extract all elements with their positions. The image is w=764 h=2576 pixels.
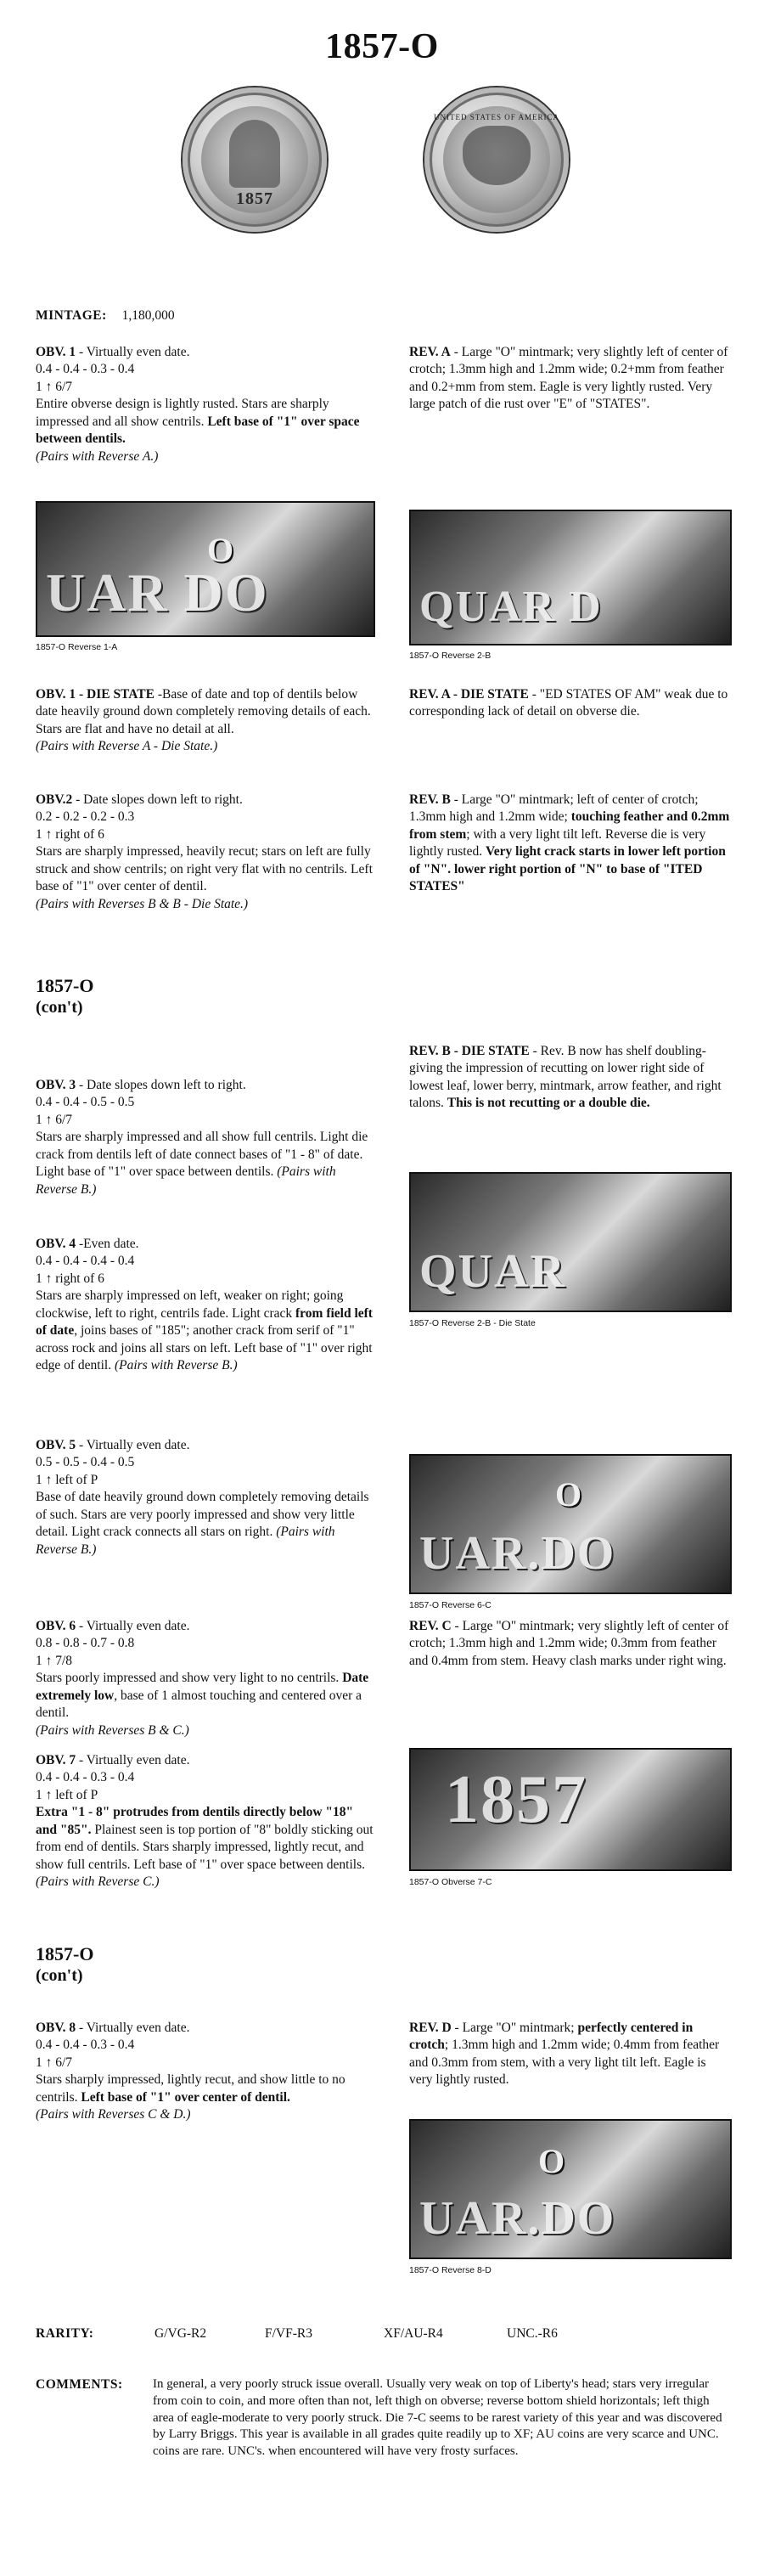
rarity-g-vg: G/VG-R2 [154,2326,207,2341]
obv1ds-heading: OBV. 1 - DIE STATE [36,687,154,702]
revB-heading: REV. B [409,792,451,807]
photo-obverse-7-c [409,1748,732,1871]
obv6-pairs: (Pairs with Reverses B & C.) [36,1722,189,1738]
obv2-pairs: (Pairs with Reverses B & B - Die State.) [36,896,249,911]
section-2-subtitle: (con't) [36,998,83,1017]
obverse-8-description [36,2020,375,2124]
obv6-position: 1 ↑ 7/8 [36,1653,73,1668]
obv7-heading-rest: - Virtually even date. [76,1753,190,1767]
reverse-a-description [409,344,732,414]
obverse-coin-date: 1857 [236,189,273,208]
obv4-pairs: (Pairs with Reverse B.) [114,1358,238,1373]
obv7-body: Plainest seen is top portion of "8" boldly sticking out from end of dentils. Stars sharply impressed, lightly recut, and show full centrils. Left base of "1" over space between dentils. [36,1822,374,1872]
obverse-coin-image [183,87,327,232]
obv3-pairs: (Pairs with Reverse B.) [36,1164,336,1197]
caption-reverse-1-a: 1857-O Reverse 1-A [36,642,118,652]
rarity-label: RARITY: [36,2326,94,2341]
photo-reverse-8-d: O UAR.DO [409,2119,732,2259]
obv4-heading-rest: -Even date. [76,1237,139,1251]
obv4-body2: , joins bases of "185"; another crack from serif of "1" across rock and joins all stars on left. Left base of "1" over right edge of dentil. [36,1323,373,1373]
caption-reverse-2-b-die-state: 1857-O Reverse 2-B - Die State [409,1318,536,1328]
obv1ds-pairs: (Pairs with Reverse A - Die State.) [36,739,218,754]
comments-text: In general, a very poorly struck issue overall. Usually very weak on top of Liberty's head; stars very irregular from coin to coin, and more often than not, left thigh on obverse; reverse bottom shield horizontals; left thigh area of eagle-moderate to very poorly struck. Die 7-C seems to be rarest variety of this year and was discovered by Larry Briggs. This year is available in all grades quite readily up to XF; AU coins are very scarce and UNC. coins are rare. UNC's. when encountered will have very frosty surfaces. [153,2377,722,2459]
obv5-body: Base of date heavily ground down completely removing details of such. Stars are very poorly impressed and show very little detail. Light crack connects all stars on right. [36,1490,369,1540]
photo-reverse-6-c-legend: UAR.DO [419,1527,616,1581]
obv2-measurements: 0.2 - 0.2 - 0.2 - 0.3 [36,809,135,825]
obv3-body: Stars are sharply impressed and all show full centrils. Light die crack from dentils left of date connect bases of "1 - 8" of date. Light base of "1" over space between dentils. [36,1130,368,1180]
obv7-body-bold: Extra "1 - 8" protrudes from dentils directly below "18" and "85". [36,1805,354,1837]
caption-reverse-6-c: 1857-O Reverse 6-C [409,1600,492,1610]
obv3-measurements: 0.4 - 0.4 - 0.5 - 0.5 [36,1095,135,1110]
revAds-body: - "ED STATES OF AM" weak due to corresponding lack of detail on obverse die. [409,687,728,719]
revBds-body-bold: This is not recutting or a double die. [447,1096,650,1111]
obv5-heading-rest: - Virtually even date. [76,1438,190,1452]
obv6-body: Stars poorly impressed and show very light to no centrils. [36,1671,343,1686]
obv8-body-bold: Left base of "1" over center of dentil. [81,2089,290,2105]
caption-reverse-2-b: 1857-O Reverse 2-B [409,651,492,661]
obv1-heading-rest: - Virtually even date. [76,345,190,359]
revA-heading: REV. A [409,345,451,359]
revB-body2: ; with a very light tilt left. Reverse die is very lightly rusted. [409,826,706,860]
obv8-position: 1 ↑ 6/7 [36,2055,73,2070]
obv8-body: Stars sharply impressed, lightly recut, and show little to no centrils. [36,2072,345,2105]
page-title: 1857-O [325,27,439,66]
obv5-measurements: 0.5 - 0.5 - 0.4 - 0.5 [36,1455,135,1470]
revBds-heading: REV. B - DIE STATE [409,1044,530,1058]
reverse-b-description [409,792,732,896]
obv6-body2: , base of 1 almost touching and centered over a dentil. [36,1688,362,1721]
reverse-d-description [409,2020,732,2089]
caption-reverse-8-d: 1857-O Reverse 8-D [409,2265,492,2275]
rarity-xf-au: XF/AU-R4 [384,2326,443,2341]
obv4-body: Stars are sharply impressed on left, weaker on right; going clockwise, left to right, centrils fade. Light crack [36,1288,344,1321]
photo-reverse-2-b-die-state-legend: QUAR [419,1245,566,1299]
revC-body: - Large "O" mintmark; very slightly left of center of crotch; 1.3mm high and 1.2mm wide; 0.3mm from feather and 0.4mm from stem. Heavy clash marks under right wing. [409,1619,729,1668]
obv6-heading-rest: - Virtually even date. [76,1619,190,1633]
revD-body-bold: perfectly centered in crotch [409,2021,694,2053]
photo-obverse-7-c-date: 1857 [445,1762,587,1838]
obv5-position: 1 ↑ left of P [36,1472,98,1487]
photo-reverse-2-b-legend: QUAR D [419,583,603,632]
obv3-heading: OBV. 3 [36,1078,76,1092]
reverse-coin-image [424,87,569,232]
reverse-b-die-state-description [409,1043,732,1113]
mintage-value: 1,180,000 [121,308,175,323]
revA-body: - Large "O" mintmark; very slightly left of center of crotch; 1.3mm high and 1.2mm wide; 0.2+mm from feather and 0.2+mm from stem. Eagle is very lightly rusted. Very large patch of die rust over "E" of "STATES". [409,345,728,412]
obv2-heading-rest: - Date slopes down left to right. [72,792,243,807]
obverse-7-description [36,1752,375,1891]
photo-reverse-1-a: O UAR DO [36,501,375,637]
obv2-position: 1 ↑ right of 6 [36,826,104,842]
obv7-position: 1 ↑ left of P [36,1787,98,1802]
obv8-heading: OBV. 8 [36,2021,76,2035]
revB-body-bold2: Very light crack starts in lower left portion of "N". lower right portion of "N" to base of "ITED STATES" [409,844,726,894]
reverse-c-description [409,1618,732,1670]
obv7-heading: OBV. 7 [36,1753,76,1767]
obv7-pairs: (Pairs with Reverse C.) [36,1874,160,1890]
obv4-heading: OBV. 4 [36,1237,76,1251]
obv8-measurements: 0.4 - 0.4 - 0.3 - 0.4 [36,2038,135,2053]
caption-obverse-7-c: 1857-O Obverse 7-C [409,1877,492,1887]
rarity-f-vf: F/VF-R3 [265,2326,312,2341]
obv2-body: Stars are sharply impressed, heavily recut; stars on left are fully struck and show centrils; on right very flat with no centrils. Left base of "1" over center of dentil. [36,844,373,894]
section-title-3 [36,1943,93,1986]
section-title-2 [36,975,93,1017]
section-2-title: 1857-O [36,975,94,996]
obv1-heading: OBV. 1 [36,345,76,359]
obv1-pairs: (Pairs with Reverse A.) [36,448,159,464]
reverse-coin-legend: UNITED STATES OF AMERICA [433,113,560,121]
photo-reverse-2-b-die-state [409,1172,732,1312]
obv3-position: 1 ↑ 6/7 [36,1112,73,1127]
obv1-position: 1 ↑ 6/7 [36,379,73,394]
photo-reverse-6-c: O UAR.DO [409,1454,732,1594]
obv6-body-bold: Date extremely low [36,1671,369,1703]
section-3-subtitle: (con't) [36,1966,83,1986]
mintage [36,307,375,324]
obv4-body-bold: from field left of date [36,1305,373,1339]
obv5-pairs: (Pairs with Reverse B.) [36,1525,335,1557]
revAds-heading: REV. A - DIE STATE [409,687,529,702]
mintage-label: MINTAGE: [36,308,107,323]
reverse-a-die-state-description [409,686,732,721]
obv5-heading: OBV. 5 [36,1438,76,1452]
obv8-heading-rest: - Virtually even date. [76,2021,190,2035]
obverse-3-description [36,1077,375,1198]
obverse-4-description [36,1236,375,1375]
obverse-2-description [36,792,375,913]
obv1-body-bold: Left base of "1" over space between dentils. [36,414,360,447]
revBds-body: - Rev. B now has shelf doubling-giving the impression of recutting on lower right side of lowest leaf, lower berry, mintmark, arrow feather, and right talons. [409,1044,722,1111]
revD-body: - Large "O" mintmark; [451,2021,578,2035]
section-3-title: 1857-O [36,1943,94,1964]
obv1-body: Entire obverse design is lightly rusted. Stars are sharply impressed and all show centrils. [36,397,329,429]
comments-label: COMMENTS: [36,2377,123,2392]
revB-body: - Large "O" mintmark; left of center of crotch; 1.3mm high and 1.2mm wide; [409,792,699,825]
obv4-position: 1 ↑ right of 6 [36,1271,104,1286]
obv1-measurements: 0.4 - 0.4 - 0.3 - 0.4 [36,362,135,377]
obv6-measurements: 0.8 - 0.8 - 0.7 - 0.8 [36,1636,135,1651]
revC-heading: REV. C [409,1619,452,1633]
obv1ds-body: -Base of date and top of dentils below date heavily ground down completely removing details of each. Stars are flat and have no detail at all. [36,687,371,736]
obv4-measurements: 0.4 - 0.4 - 0.4 - 0.4 [36,1254,135,1269]
photo-reverse-1-a-legend: UAR DO [46,561,269,623]
photo-reverse-8-d-legend: UAR.DO [419,2192,616,2246]
obverse-5-description [36,1437,375,1559]
obverse-1-die-state-description [36,686,375,756]
obverse-1-description [36,344,375,465]
obv3-heading-rest: - Date slopes down left to right. [76,1078,246,1092]
revD-body2: ; 1.3mm high and 1.2mm wide; 0.4mm from feather and 0.3mm from stem, with a very light tilt left. Eagle is very lightly rusted. [409,2038,720,2088]
revD-heading: REV. D [409,2021,452,2035]
revB-body-bold: touching feather and 0.2mm from stem [409,809,730,842]
obv7-measurements: 0.4 - 0.4 - 0.3 - 0.4 [36,1770,135,1785]
photo-reverse-2-b [409,510,732,645]
obv8-pairs: (Pairs with Reverses C & D.) [36,2107,191,2122]
obverse-6-description [36,1618,375,1739]
rarity-unc: UNC.-R6 [507,2326,558,2341]
obv6-heading: OBV. 6 [36,1619,76,1633]
obv2-heading: OBV.2 [36,792,73,807]
